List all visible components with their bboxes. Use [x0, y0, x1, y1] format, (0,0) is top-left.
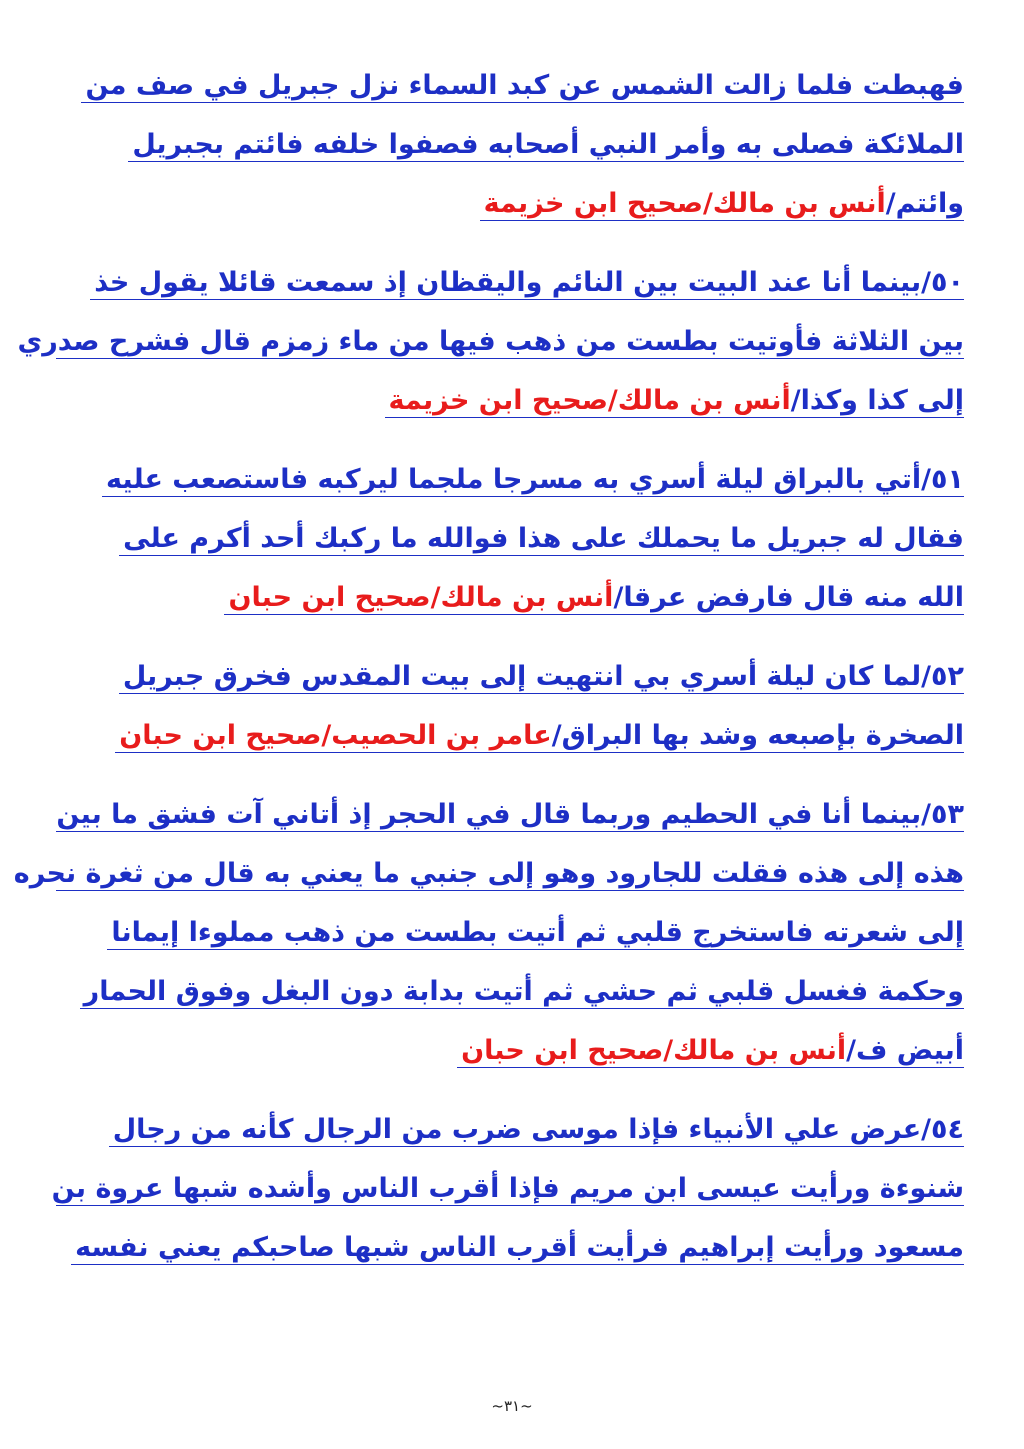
page-number: ~٣١~	[491, 1397, 533, 1415]
document-body	[13, 70, 964, 1311]
text-line: شنوءة ورأيت عيسى ابن مريم فإذا أقرب الناس وأشده شبها عروة بن	[51, 1173, 964, 1204]
hadith-number: ٥٣/	[921, 799, 964, 830]
text-line: الصخرة بإصبعه وشد بها البراق/عامر بن الحصيب/صحيح ابن حبان	[115, 720, 964, 753]
hadith-block	[60, 464, 964, 615]
text-line: فهبطت فلما زالت الشمس عن كبد السماء نزل جبريل في صف من	[81, 70, 964, 103]
hadith-source: أنس بن مالك/صحيح ابن خزيمة	[388, 385, 791, 416]
text-line: وحكمة فغسل قلبي ثم حشي ثم أتيت بدابة دون البغل وفوق الحمار	[80, 976, 964, 1009]
text-line: فقال له جبريل ما يحملك على هذا فوالله ما ركبك أحد أكرم على	[119, 523, 964, 556]
text-line: ٥٤/عرض علي الأنبياء فإذا موسى ضرب من الرجال كأنه من رجال	[109, 1114, 964, 1147]
text-line: ٥٢/لما كان ليلة أسري بي انتهيت إلى بيت المقدس فخرق جبريل	[119, 661, 964, 694]
text-line: ٥٠/بينما أنا عند البيت بين النائم واليقظان إذ سمعت قائلا يقول خذ	[90, 267, 964, 300]
text-line: الملائكة فصلى به وأمر النبي أصحابه فصفوا خلفه فائتم بجبريل	[128, 129, 964, 162]
text-line: مسعود ورأيت إبراهيم فرأيت أقرب الناس شبها صاحبكم يعني نفسه	[71, 1232, 964, 1265]
hadith-number: ٥٠/	[921, 267, 964, 298]
text-line: إلى شعرته فاستخرج قلبي ثم أتيت بطست من ذهب مملوءا إيمانا	[107, 917, 964, 950]
hadith-source: أنس بن مالك/صحيح ابن حبان	[228, 582, 614, 613]
hadith-block	[60, 70, 964, 221]
separator: /	[885, 188, 896, 219]
separator: /	[613, 582, 624, 613]
text-line: ٥١/أتي بالبراق ليلة أسري به مسرجا ملجما ليركبه فاستصعب عليه	[102, 464, 964, 497]
separator: /	[790, 385, 801, 416]
separator: /	[846, 1035, 856, 1066]
text-line: إلى كذا وكذا/أنس بن مالك/صحيح ابن خزيمة	[385, 385, 964, 418]
hadith-source: أنس بن مالك/صحيح ابن حبان	[461, 1035, 847, 1066]
hadith-block	[17, 267, 964, 418]
text-line: هذه إلى هذه فقلت للجارود وهو إلى جنبي ما يعني به قال من ثغرة نحره	[13, 858, 964, 889]
hadith-source: أنس بن مالك/صحيح ابن خزيمة	[483, 188, 886, 219]
text-line: وائتم/أنس بن مالك/صحيح ابن خزيمة	[480, 188, 964, 221]
text-line: أبيض ف/أنس بن مالك/صحيح ابن حبان	[457, 1035, 964, 1068]
hadith-block	[51, 1114, 964, 1265]
text-line: ٥٣/بينما أنا في الحطيم وربما قال في الحجر إذ أتاني آت فشق ما بين	[56, 799, 964, 830]
separator: /	[551, 720, 562, 751]
hadith-block	[13, 799, 964, 1068]
hadith-number: ٥٢/	[921, 661, 964, 692]
text-line: بين الثلاثة فأوتيت بطست من ذهب فيها من ماء زمزم قال فشرح صدري	[17, 326, 964, 357]
hadith-block	[60, 661, 964, 753]
text-line: الله منه قال فارفض عرقا/أنس بن مالك/صحيح ابن حبان	[224, 582, 964, 615]
hadith-source: عامر بن الحصيب/صحيح ابن حبان	[119, 720, 552, 751]
hadith-number: ٥٤/	[921, 1114, 964, 1145]
hadith-number: ٥١/	[921, 464, 964, 495]
